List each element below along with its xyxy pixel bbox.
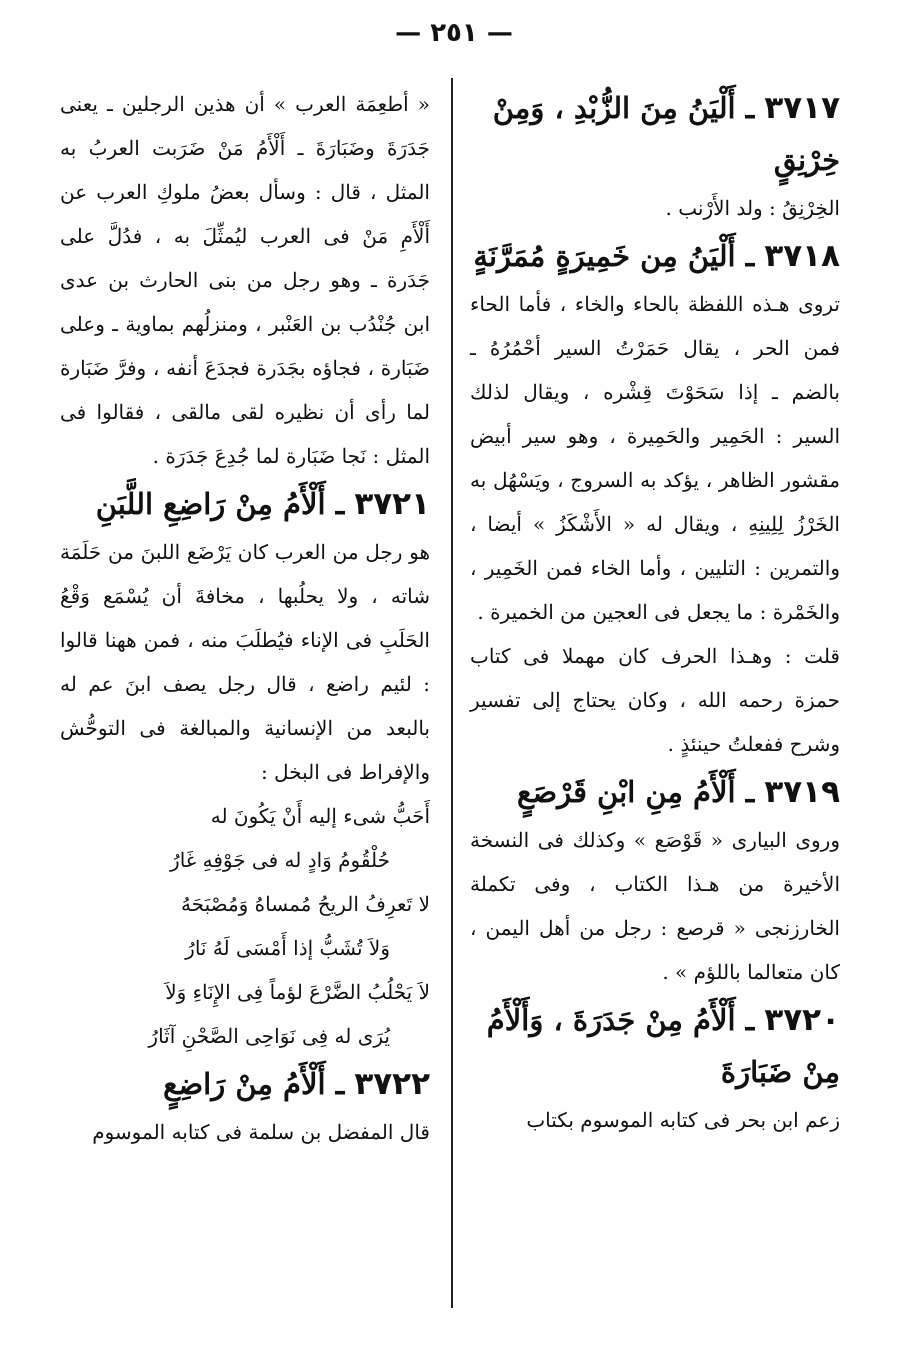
entry-paragraph: « أطعِمَة العرب » أن هذين الرجلين ـ يعنى جَدَرَةَ وضَبَارَةَ ـ أَلْأَمُ مَنْ ضَرَبت العربُ به المثل ، قال : وسأل بعضُ ملوكِ العرب عن أَلْأَمِ مَنْ فى العرب ليُمثِّلَ به ، فدُلَّ على جَدَرة ـ وهو رجل من بنى الحارث بن عدى ابن جُنْدُب بن العَنْبر ، ومنزلُهم بماوية ـ وعلى ضَبَارة ، فجاؤه بجَدَرة فجدَعَ أنفه ، وفرَّ ضَبَارة لما رأى أن نظيره لقى مالقى ، فقالوا فى المثل : نَجا ضَبَارة لما جُدِعَ جَدَرَة . (60, 92, 430, 468)
entry-heading (470, 82, 840, 186)
entry-title: أَلْأَمُ مِنْ رَاضِعِ اللَّبَنِ (95, 487, 326, 521)
entry-number: ٣٧٢٢ (354, 1066, 430, 1102)
right-column (470, 82, 840, 1142)
poem (60, 794, 430, 1058)
entry-paragraph: هو رجل من العرب كان يَرْضَع اللبنَ من حَلَمَة شاته ، ولا يحلُبها ، مخافةَ أن يُسْمَع وَقْعُ الحَلَبِ فى الإناء فيُطلَبَ منه ، فمن ههنا قالوا : لئيم راضع ، قال رجل يصف ابنَ عم له بالبعد من الإنسانية والمبالغة فى التوحُّش والإفراط فى البخل : (60, 540, 430, 784)
poem-line: لا تَعرِفُ الريحُ مُمساهُ وَمُصْبَحَهُ (180, 892, 430, 916)
entry-title: أَلْأَمُ مِنِ ابْنِ قَرْصَعٍ (517, 775, 736, 809)
entry-separator: ـ (735, 775, 765, 809)
entry-title: أَلْأَمُ مِنْ رَاضِعٍ (163, 1067, 326, 1101)
entry-paragraph: زعم ابن بحر فى كتابه الموسوم بكتاب (526, 1108, 840, 1132)
entry-number: ٣٧٢٠ (764, 1002, 840, 1038)
entry-paragraph: قلت : وهـذا الحرف كان مهملا فى كتاب حمزة رحمه الله ، وكان يحتاج إلى تفسير وشرح ففعلتُ حينئذٍ . (470, 644, 840, 756)
entry-number: ٣٧١٧ (764, 90, 840, 126)
entry-title: أَلْيَنُ مِن خَمِيرَةٍ مُمَرَّنَةٍ (473, 239, 736, 273)
entry-separator: ـ (325, 487, 355, 521)
entry-heading (470, 766, 840, 818)
entry-separator: ـ (735, 91, 765, 125)
entry-separator: ـ (735, 1003, 765, 1037)
poem-line: لاَ يَحْلُبُ الضَّرْعَ لؤماً فِى الإِنَاءِ وَلاَ (165, 980, 430, 1004)
entry-heading (60, 1058, 430, 1110)
entry-paragraph: الخِرْنِقُ : ولد الأَرْنب . (665, 196, 840, 220)
entry-heading (60, 478, 430, 530)
entry-title: أَلْأَمُ مِنْ جَدَرَةَ ، وَأَلْأَمُ مِنْ ضَبَارَةَ (486, 1003, 840, 1089)
entry-number: ٣٧١٨ (764, 238, 840, 274)
poem-line: يُرَى له فِى نَوَاحِى الصَّحْنِ آثَارُ (148, 1024, 390, 1048)
entry-heading (470, 994, 840, 1098)
entry-title: أَلْيَنُ مِنَ الزُّبْدِ ، وَمِنْ خِرْنِقٍ (492, 91, 840, 177)
left-column (60, 82, 430, 1154)
entry-paragraph: وروى البيارى « قَوْصَع » وكذلك فى النسخة الأخيرة من هـذا الكتاب ، وفى تكملة الخارزنجى « قرصع : رجل من أهل اليمن ، كان متعالما باللؤم » . (470, 828, 840, 984)
poem-line: وَلاَ تُشَبُّ إذا أَمْسَى لَهُ نَارُ (185, 936, 390, 960)
entry-separator: ـ (325, 1067, 355, 1101)
poem-line: حُلْقُومُ وَادٍ له فى جَوْفِهِ غَارُ (170, 848, 390, 872)
entry-paragraph: قال المفضل بن سلمة فى كتابه الموسوم (92, 1120, 430, 1144)
entry-heading (470, 230, 840, 282)
entry-number: ٣٧١٩ (764, 774, 840, 810)
entry-paragraph: تروى هـذه اللفظة بالحاء والخاء ، فأما الحاء فمن الحر ، يقال حَمَرْتُ السير أحْمُرُهُ ـ بالضم ـ إذا سَحَوْتَ قِشْره ، ويقال لذلك السير : الحَمِير والحَمِيرة ، وهو سير أبيض مقشور الظاهر ، يؤكد به السروج ، ويَسْهُل به الخَرْزُ لِلِينِهِ ، ويقال له « الأَشْكَزُ » أيضا ، والتمرين : التليين ، وأما الخاء فمن الخَمِير ، والخَمْرة : ما يجعل فى العجين من الخميرة . (470, 292, 840, 624)
page-number: — ٢٥١ — (395, 18, 513, 48)
column-divider (451, 78, 453, 1308)
entry-number: ٣٧٢١ (354, 486, 430, 522)
entry-separator: ـ (735, 239, 765, 273)
poem-line: أَحَبُّ شىء إليه أَنْ يَكُونَ له (210, 804, 430, 828)
